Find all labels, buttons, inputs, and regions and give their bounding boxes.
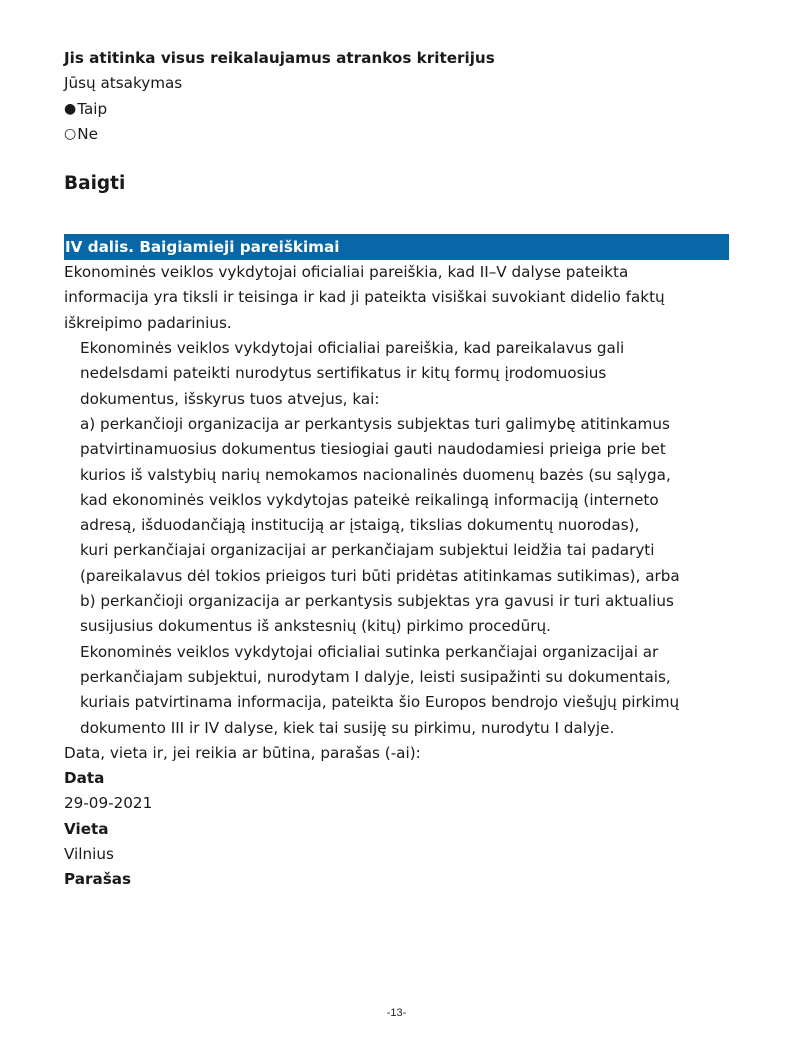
date-label: Data [64,769,105,788]
intro-line: informacija yra tiksli ir teisinga ir kad ji pateikta visiškai suvokiant didelio faktų [64,288,665,307]
declaration-line: b) perkančioji organizacija ar perkantysis subjektas yra gavusi ir turi aktualius [80,592,674,611]
declaration-line: kuriais patvirtinama informacija, pateikta šio Europos bendrojo viešųjų pirkimų [80,693,680,712]
declaration-line: nedelsdami pateikti nurodytus sertifikatus ir kitų formų įrodomuosius [80,364,607,383]
answer-label: Jūsų atsakymas [64,74,183,93]
date-value: 29-09-2021 [64,794,153,813]
declaration-line: dokumento III ir IV dalyse, kiek tai susiję su pirkimu, nurodytu I dalyje. [80,718,615,737]
declaration-line: kad ekonominės veiklos vykdytojas pateikė reikalingą informaciją (interneto [80,490,659,509]
declaration-line: Ekonominės veiklos vykdytojai oficialiai pareiškia, kad pareikalavus gali [80,339,625,358]
declaration-line: perkančiajam subjektui, nurodytam I dalyje, leisti susipažinti su dokumentais, [80,667,671,686]
intro-line: Ekonominės veiklos vykdytojai oficialiai pareiškia, kad II–V dalyse pateikta [64,263,629,282]
intro-paragraph [64,260,729,336]
radio-filled-icon: ● [64,100,77,117]
declaration-line: adresą, išduodančiąją instituciją ar įstaigą, tikslias dokumentų nuorodas), [80,516,640,535]
declaration-line: patvirtinamuosius dokumentus tiesiogiai gauti naudodamiesi prieiga prie bet [80,440,666,459]
radio-option-no-label: Ne [77,124,98,143]
declaration-line: susijusius dokumentus iš ankstesnių (kitų) pirkimo procedūrų. [80,617,551,636]
document-page [64,46,729,893]
signature-intro: Data, vieta ir, jei reikia ar būtina, parašas (-ai): [64,743,421,762]
declaration-line: dokumentus, išskyrus tuos atvejus, kai: [80,389,380,408]
section-title: Baigti [64,173,126,195]
radio-option-no [64,122,729,147]
declaration-line: kurios iš valstybių narių nemokamos nacionalinės duomenų bazės (su sąlyga, [80,465,671,484]
declaration-line: Ekonominės veiklos vykdytojai oficialiai sutinka perkančiajai organizacijai ar [80,642,659,661]
radio-empty-icon: ○ [64,126,77,143]
signature-label: Parašas [64,870,132,889]
declaration-line: (pareikalavus dėl tokios prieigos turi būti pridėtas atitinkamas sutikimas), arba [80,566,680,585]
radio-option-yes-label: Taip [77,99,108,118]
declaration-line: a) perkančioji organizacija ar perkantysis subjektas turi galimybę atitinkamus [80,414,670,433]
intro-line: iškreipimo padarinius. [64,313,232,332]
place-label: Vieta [64,819,109,838]
place-value: Vilnius [64,845,114,864]
part-iv-banner: IV dalis. Baigiamieji pareiškimai [64,234,729,260]
radio-option-yes [64,97,729,122]
criteria-question-title: Jis atitinka visus reikalaujamus atrankos kriterijus [64,49,495,67]
declaration-line: kuri perkančiajai organizacijai ar perkančiajam subjektui leidžia tai padaryti [80,541,655,560]
page-number: -13- [386,1007,407,1019]
declarations-block [64,336,729,741]
